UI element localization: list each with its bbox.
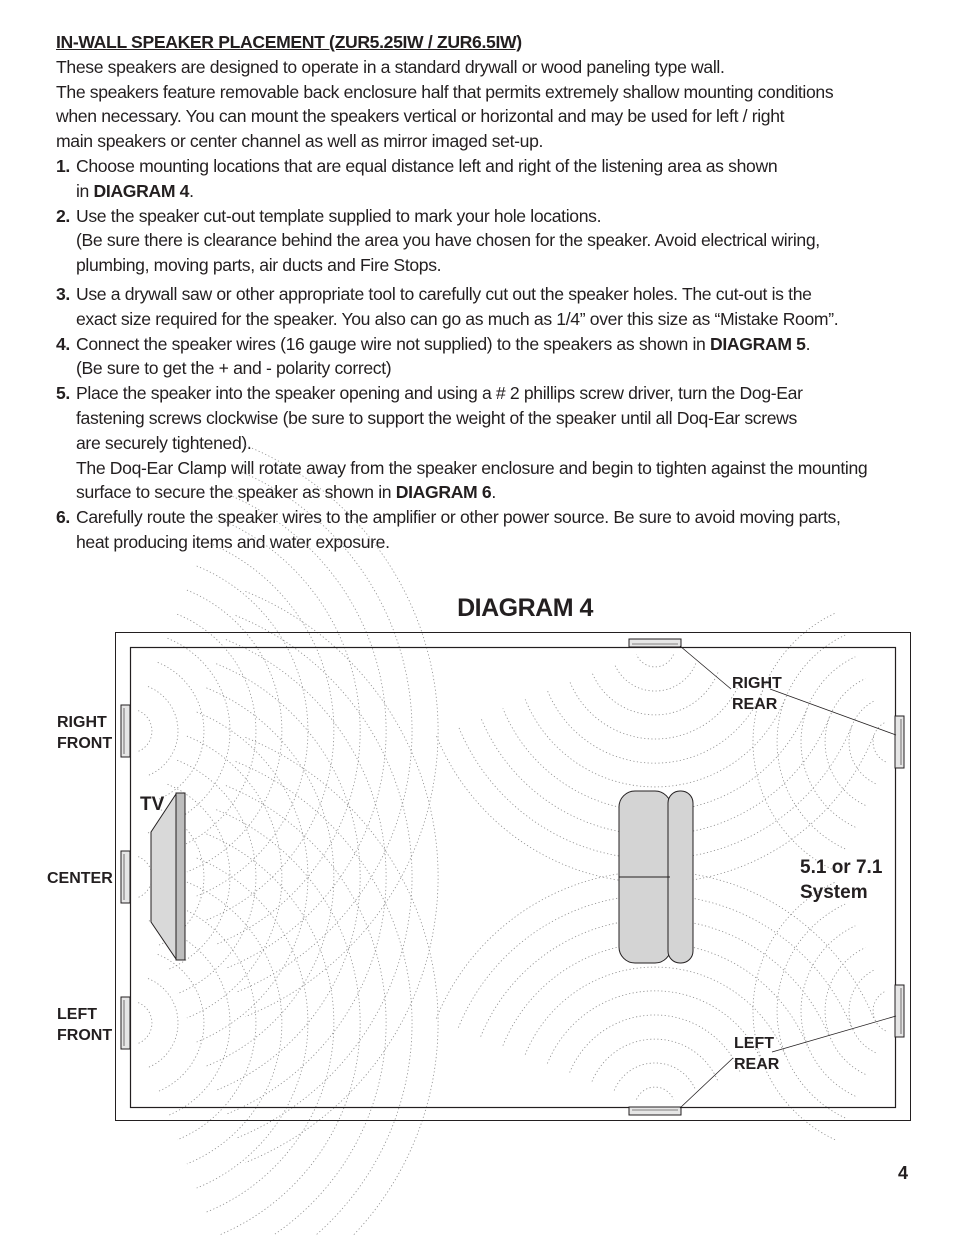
step-line: are securely tightened). <box>76 432 252 453</box>
step-line: plumbing, moving parts, air ducts and Fire Stops. <box>76 255 442 276</box>
step-line: Connect the speaker wires (16 gauge wire not supplied) to the speakers as shown in DIAGRAM 5. <box>76 333 811 354</box>
sound-waves <box>138 445 886 1235</box>
sound-wave-arc <box>216 810 360 1235</box>
step-line: Use a drywall saw or other appropriate tool to carefully cut out the speaker holes. The cut-out is the <box>76 283 812 304</box>
sound-wave-arc <box>236 762 412 1235</box>
sound-wave-arc <box>226 640 386 1115</box>
sound-wave-arc <box>148 979 178 1068</box>
sound-wave-arc <box>614 664 696 692</box>
system-label: 5.1 or 7.1 <box>800 857 883 878</box>
step-line: Use the speaker cut-out template supplied to mark your hole locations. <box>76 205 602 226</box>
step-line: Place the speaker into the speaker opening and using a # 2 phillips screw driver, turn the Dog-Ear <box>76 383 803 404</box>
step-line: Carefully route the speaker wires to the amplifier or other power source. Be sure to avoid moving parts, <box>76 507 841 528</box>
step-line: (Be sure to get the + and - polarity correct) <box>76 358 392 379</box>
sound-wave-arc <box>570 1015 741 1073</box>
step-line: heat producing items and water exposure. <box>76 531 390 552</box>
right-rear-label: RIGHT <box>732 675 782 692</box>
left-rear-side-speaker <box>895 985 904 1037</box>
sound-wave-arc <box>637 1087 674 1099</box>
sound-wave-arc <box>216 518 360 945</box>
sound-wave-arc <box>801 657 855 827</box>
sound-wave-arc <box>873 722 886 762</box>
sound-wave-arc <box>547 691 762 764</box>
couch <box>619 791 693 963</box>
step-line: The Doq-Ear Clamp will rotate away from the speaker enclosure and begin to tighten against the mounting <box>76 457 868 478</box>
sound-wave-arc <box>570 682 741 740</box>
sound-wave-arc <box>825 948 865 1075</box>
left-rear-bottom-speaker <box>629 1107 681 1115</box>
sound-wave-arc <box>245 737 438 1235</box>
left-rear-leader-side <box>772 1016 896 1052</box>
sound-wave-arc <box>177 760 256 994</box>
intro-line: These speakers are designed to operate in a standard drywall or wood paneling type wall. <box>56 56 725 77</box>
center-speaker <box>121 851 130 903</box>
step-line: surface to secure the speaker as shown in DIAGRAM 6. <box>76 482 496 503</box>
step-number: 1. <box>56 155 70 176</box>
tv-label: TV <box>140 794 165 815</box>
right-front-speaker <box>121 705 130 757</box>
center-label: CENTER <box>47 870 113 887</box>
step-line: Choose mounting locations that are equal distance left and right of the listening area as shown <box>76 155 778 176</box>
section-heading: IN-WALL SPEAKER PLACEMENT (ZUR5.25IW / ZUR6.5IW) <box>56 32 522 52</box>
sound-wave-arc <box>206 542 333 920</box>
outer-wall <box>116 633 911 1121</box>
left-front-label: FRONT <box>57 1027 113 1044</box>
step-number: 6. <box>56 507 70 528</box>
diagram-reference: DIAGRAM 5 <box>710 333 806 354</box>
right-rear-label: REAR <box>732 696 778 713</box>
step-line: (Be sure there is clearance behind the area you have chosen for the speaker. Avoid electrical wiring, <box>76 230 820 251</box>
sound-wave-arc <box>753 613 835 870</box>
right-front-label: FRONT <box>57 735 113 752</box>
tv <box>151 793 185 960</box>
step-line: in DIAGRAM 4. <box>76 180 194 201</box>
step-number: 2. <box>56 205 70 226</box>
left-rear-label: LEFT <box>734 1035 774 1052</box>
sound-wave-arc <box>753 882 835 1139</box>
sound-wave-arc <box>849 969 876 1052</box>
step-number: 5. <box>56 383 70 404</box>
page-number: 4 <box>898 1163 909 1183</box>
sound-wave-arc <box>158 662 204 799</box>
sound-wave-arc <box>158 954 204 1091</box>
right-front-label: RIGHT <box>57 714 107 731</box>
sound-wave-arc <box>206 688 333 1066</box>
sound-wave-arc <box>245 591 438 1162</box>
step-number: 4. <box>56 333 70 354</box>
sound-wave-arc <box>236 470 412 993</box>
diagram-reference: DIAGRAM 6 <box>395 482 492 503</box>
sound-wave-arc <box>187 736 282 1018</box>
step-line: fastening screws clockwise (be sure to support the weight of the speaker until all Doq-Ear screws <box>76 407 797 428</box>
right-rear-top-speaker <box>629 639 681 647</box>
left-rear-leader-bottom <box>680 1058 733 1108</box>
sound-wave-arc <box>138 711 152 752</box>
sound-wave-arc <box>637 655 674 667</box>
sound-wave-arc <box>873 991 886 1031</box>
step-line: exact size required for the speaker. You also can go as much as 1/4” over this size as “Mistake Room”. <box>76 308 839 329</box>
sound-wave-arc <box>206 834 333 1212</box>
sound-wave-arc <box>177 614 256 848</box>
step-number: 3. <box>56 283 70 304</box>
intro-line: The speakers feature removable back enclosure half that permits extremely shallow mounting conditions <box>56 81 834 102</box>
sound-wave-arc <box>777 904 845 1118</box>
sound-wave-arc <box>226 494 386 969</box>
intro-line: main speakers or center channel as well as mirror imaged set-up. <box>56 131 544 152</box>
right-rear-leader-top <box>680 646 731 689</box>
sound-wave-arc <box>592 673 718 715</box>
intro-line: when necessary. You can mount the speakers vertical or horizontal and may be used for left / right <box>56 106 785 127</box>
sound-wave-arc <box>236 616 412 1139</box>
right-rear-leader-side <box>770 689 896 735</box>
sound-wave-arc <box>547 991 762 1064</box>
sound-wave-arc <box>138 857 152 898</box>
sound-wave-arc <box>197 566 308 896</box>
system-label: System <box>800 882 868 903</box>
sound-wave-arc <box>177 906 256 1140</box>
left-front-label: LEFT <box>57 1006 97 1023</box>
sound-wave-arc <box>187 882 282 1164</box>
sound-wave-arc <box>226 786 386 1235</box>
right-rear-side-speaker <box>895 716 904 768</box>
sound-wave-arc <box>777 635 845 849</box>
sound-wave-arc <box>245 445 438 1016</box>
diagram-reference: DIAGRAM 4 <box>93 180 190 201</box>
sound-wave-arc <box>849 700 876 783</box>
left-front-speaker <box>121 997 130 1049</box>
diagram-title: DIAGRAM 4 <box>457 594 593 622</box>
sound-wave-arc <box>801 926 855 1096</box>
sound-wave-arc <box>614 1063 696 1091</box>
sound-wave-arc <box>216 664 360 1091</box>
inner-wall <box>131 648 896 1108</box>
sound-wave-arc <box>138 1003 152 1044</box>
sound-wave-arc <box>592 1039 718 1081</box>
sound-wave-arc <box>148 687 178 776</box>
left-rear-label: REAR <box>734 1056 780 1073</box>
